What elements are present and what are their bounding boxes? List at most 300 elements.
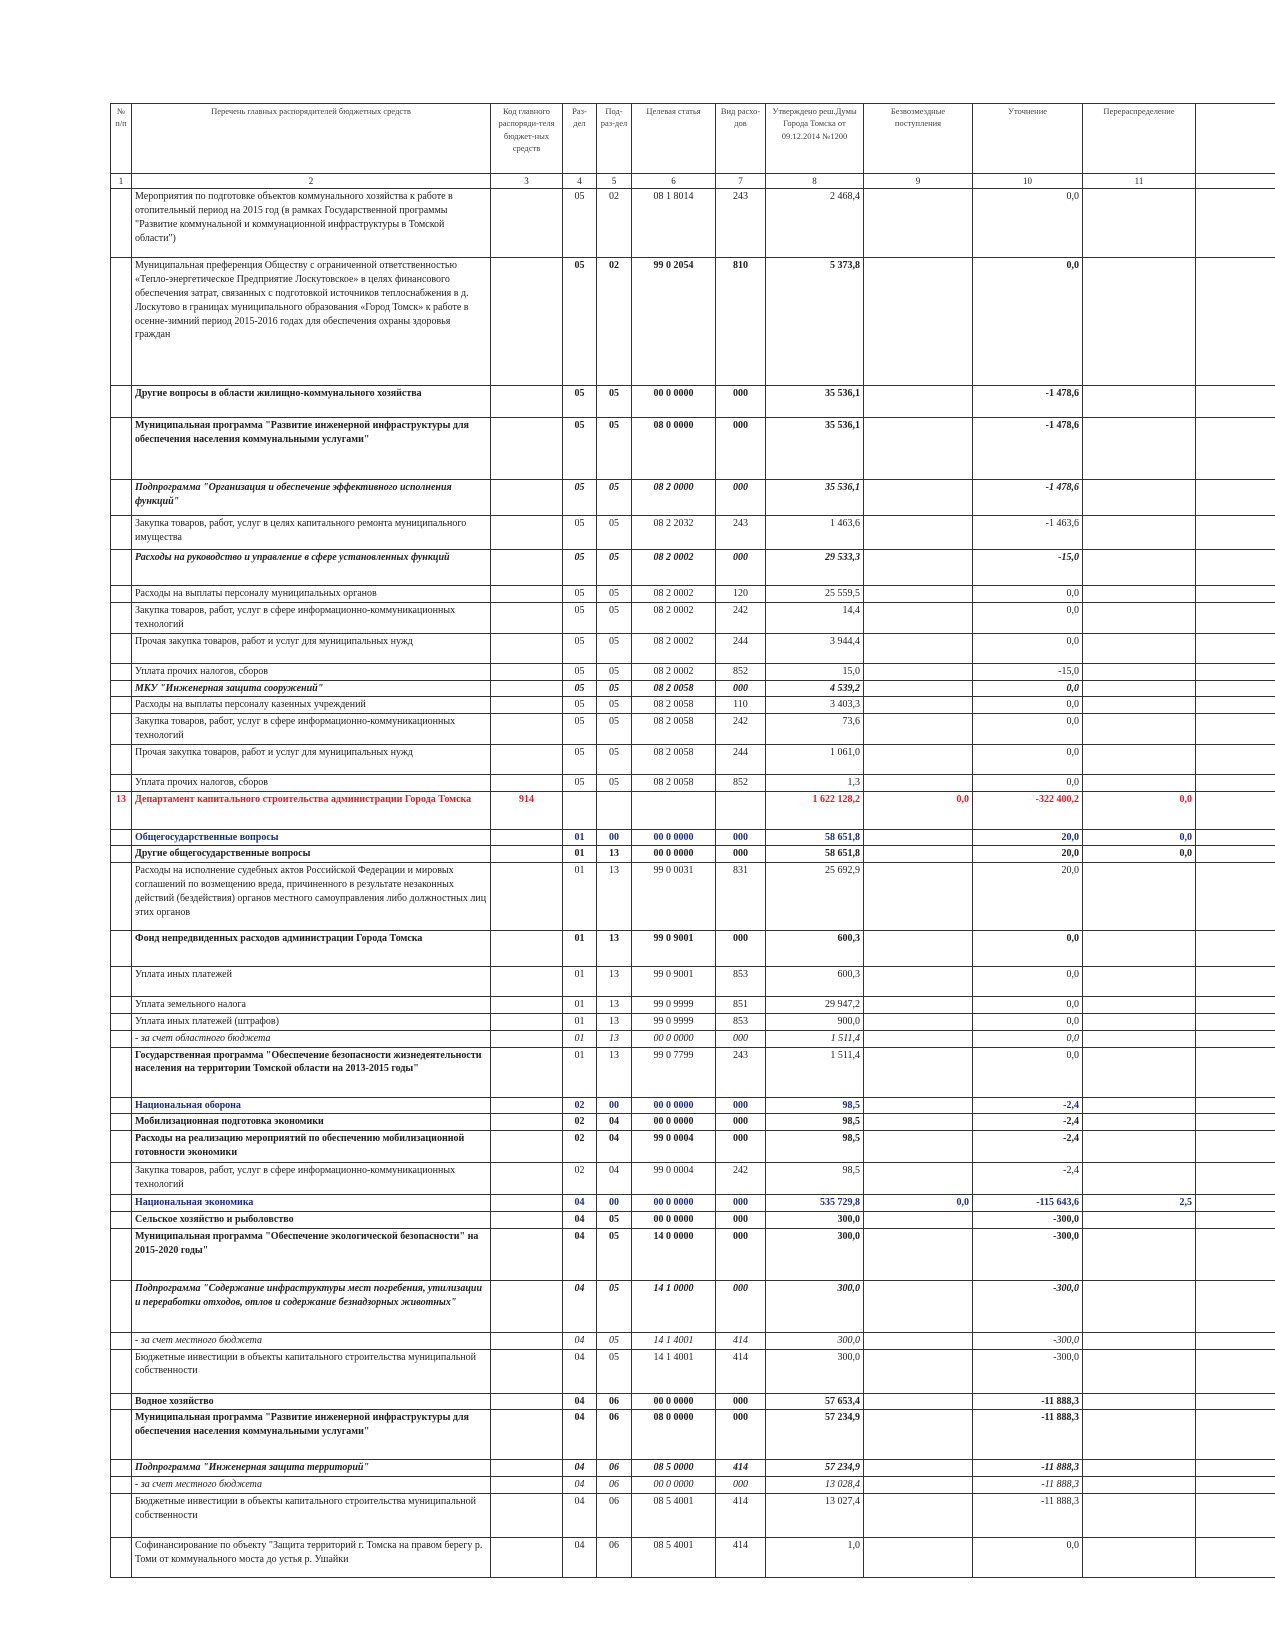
row-podrazdel: 02: [597, 258, 632, 386]
row-name: - за счет областного бюджета: [132, 1030, 491, 1047]
row-name: Закупка товаров, работ, услуг в сфере информационно-коммуникационных технологий: [132, 603, 491, 634]
row-approved: 35 536,1: [766, 386, 864, 418]
row-manager-code: [491, 586, 563, 603]
row-redistribution: [1083, 714, 1196, 745]
row-number: [111, 418, 132, 480]
row-name: Уплата иных платежей (штрафов): [132, 1013, 491, 1030]
row-approved: 98,5: [766, 1114, 864, 1131]
row-target-article: 99 0 9001: [632, 931, 716, 967]
row-manager-code: [491, 1030, 563, 1047]
row-redistribution: [1083, 1537, 1196, 1577]
row-redistribution: [1083, 1228, 1196, 1280]
row-podrazdel: 05: [597, 663, 632, 680]
row-target-article: 08 1 8014: [632, 189, 716, 258]
row-redistribution: [1083, 1163, 1196, 1195]
table-row: [111, 967, 1275, 997]
row-manager-code: [491, 1228, 563, 1280]
row-clarification: -300,0: [973, 1228, 1083, 1280]
col-header-no: № п/п: [111, 104, 132, 174]
row-podrazdel: 00: [597, 1097, 632, 1114]
row-redistribution: 2,5: [1083, 1195, 1196, 1212]
row-manager-code: [491, 697, 563, 714]
row-number: [111, 1163, 132, 1195]
row-razdel: 05: [563, 603, 597, 634]
row-razdel: 05: [563, 586, 597, 603]
col-number: 10: [973, 174, 1083, 189]
row-expense-type: 000: [716, 550, 766, 586]
row-target-article: 08 0 0000: [632, 1410, 716, 1460]
row-razdel: 01: [563, 1030, 597, 1047]
row-clarification: -11 888,3: [973, 1493, 1083, 1537]
row-target-article: 08 0 0000: [632, 418, 716, 480]
row-grants: [864, 1047, 973, 1097]
row-clarification: 0,0: [973, 1030, 1083, 1047]
row-redistribution: [1083, 697, 1196, 714]
row-number: [111, 680, 132, 697]
row-expense-type: 000: [716, 680, 766, 697]
row-target-article: 14 0 0000: [632, 1228, 716, 1280]
row-clarification: 0,0: [973, 744, 1083, 774]
row-clarification: -300,0: [973, 1211, 1083, 1228]
row-extra: [1196, 1280, 1275, 1332]
col-number: 9: [864, 174, 973, 189]
row-number: [111, 1131, 132, 1163]
row-redistribution: [1083, 967, 1196, 997]
row-clarification: -11 888,3: [973, 1410, 1083, 1460]
row-expense-type: 852: [716, 774, 766, 791]
row-clarification: 0,0: [973, 1047, 1083, 1097]
row-name: Подпрограмма "Содержание инфраструктуры мест погребения, утилизации и переработки отходов, отлов и содержание безнадзорных животных": [132, 1280, 491, 1332]
row-approved: 35 536,1: [766, 418, 864, 480]
row-extra: [1196, 1349, 1275, 1393]
row-extra: [1196, 997, 1275, 1014]
row-grants: [864, 846, 973, 863]
col-number: 7: [716, 174, 766, 189]
row-target-article: 99 0 9001: [632, 967, 716, 997]
row-manager-code: [491, 480, 563, 516]
row-redistribution: [1083, 258, 1196, 386]
row-razdel: 01: [563, 846, 597, 863]
row-podrazdel: 13: [597, 967, 632, 997]
row-approved: 3 403,3: [766, 697, 864, 714]
row-approved: 57 653,4: [766, 1393, 864, 1410]
row-redistribution: 0,0: [1083, 846, 1196, 863]
table-row: [111, 386, 1275, 418]
row-clarification: -1 463,6: [973, 516, 1083, 550]
row-redistribution: [1083, 1460, 1196, 1477]
row-podrazdel: 06: [597, 1410, 632, 1460]
row-razdel: 01: [563, 1013, 597, 1030]
row-grants: [864, 516, 973, 550]
row-approved: 300,0: [766, 1280, 864, 1332]
row-target-article: 00 0 0000: [632, 386, 716, 418]
row-name: Софинансирование по объекту "Защита территорий г. Томска на правом берегу р. Томи от коммунального моста до устья р. Ушайки: [132, 1537, 491, 1577]
row-extra: [1196, 1493, 1275, 1537]
row-manager-code: [491, 516, 563, 550]
row-number: [111, 1493, 132, 1537]
row-redistribution: [1083, 480, 1196, 516]
row-approved: 98,5: [766, 1163, 864, 1195]
row-approved: 25 559,5: [766, 586, 864, 603]
row-razdel: 05: [563, 744, 597, 774]
row-approved: 73,6: [766, 714, 864, 745]
row-grants: [864, 550, 973, 586]
row-podrazdel: 05: [597, 550, 632, 586]
row-redistribution: [1083, 550, 1196, 586]
row-expense-type: 000: [716, 931, 766, 967]
row-name: Муниципальная программа "Развитие инженерной инфраструктуры для обеспечения населения коммунальными услугами": [132, 1410, 491, 1460]
row-redistribution: [1083, 1393, 1196, 1410]
row-name: Уплата земельного налога: [132, 997, 491, 1014]
row-manager-code: [491, 1163, 563, 1195]
row-extra: [1196, 1047, 1275, 1097]
row-number: [111, 663, 132, 680]
row-grants: [864, 1163, 973, 1195]
row-extra: [1196, 1163, 1275, 1195]
row-target-article: 08 2 0058: [632, 744, 716, 774]
row-expense-type: 242: [716, 1163, 766, 1195]
row-grants: [864, 967, 973, 997]
row-extra: [1196, 258, 1275, 386]
row-razdel: 05: [563, 633, 597, 663]
row-name: Мобилизационная подготовка экономики: [132, 1114, 491, 1131]
row-grants: [864, 714, 973, 745]
row-grants: [864, 1131, 973, 1163]
col-header-podrazdel: Под-раз-дел: [597, 104, 632, 174]
row-razdel: 04: [563, 1537, 597, 1577]
row-clarification: 0,0: [973, 680, 1083, 697]
table-row: [111, 418, 1275, 480]
row-approved: 58 651,8: [766, 829, 864, 846]
row-podrazdel: 06: [597, 1460, 632, 1477]
row-razdel: 01: [563, 931, 597, 967]
row-redistribution: [1083, 1114, 1196, 1131]
row-redistribution: [1083, 1013, 1196, 1030]
table-header: [111, 104, 1275, 189]
row-extra: [1196, 714, 1275, 745]
row-name: Сельское хозяйство и рыболовство: [132, 1211, 491, 1228]
row-grants: [864, 258, 973, 386]
row-razdel: 05: [563, 680, 597, 697]
row-grants: [864, 1211, 973, 1228]
row-number: [111, 863, 132, 931]
row-number: [111, 967, 132, 997]
row-grants: [864, 863, 973, 931]
row-extra: [1196, 680, 1275, 697]
row-name: Закупка товаров, работ, услуг в целях капитального ремонта муниципального имущества: [132, 516, 491, 550]
row-expense-type: 000: [716, 1030, 766, 1047]
row-redistribution: [1083, 1280, 1196, 1332]
row-podrazdel: 13: [597, 997, 632, 1014]
row-grants: [864, 1493, 973, 1537]
table-row: [111, 480, 1275, 516]
row-clarification: 0,0: [973, 1537, 1083, 1577]
row-redistribution: [1083, 1493, 1196, 1537]
row-number: [111, 744, 132, 774]
table-row: [111, 1097, 1275, 1114]
row-number: [111, 603, 132, 634]
row-name: Уплата иных платежей: [132, 967, 491, 997]
col-header-grants: Безвозмездные поступления: [864, 104, 973, 174]
row-redistribution: [1083, 1349, 1196, 1393]
row-redistribution: [1083, 863, 1196, 931]
table-row: [111, 1332, 1275, 1349]
row-razdel: 04: [563, 1228, 597, 1280]
row-approved: 57 234,9: [766, 1410, 864, 1460]
row-approved: 600,3: [766, 967, 864, 997]
row-redistribution: [1083, 1047, 1196, 1097]
row-name: Расходы на исполнение судебных актов Российской Федерации и мировых соглашений по возмещению вреда, причиненного в результате незаконных действий (бездействия) органов местного самоуправления либо должностных лиц этих органов: [132, 863, 491, 931]
row-redistribution: 0,0: [1083, 791, 1196, 829]
row-extra: [1196, 418, 1275, 480]
row-manager-code: [491, 744, 563, 774]
row-clarification: -1 478,6: [973, 418, 1083, 480]
row-name: МКУ "Инженерная защита сооружений": [132, 680, 491, 697]
row-razdel: 01: [563, 997, 597, 1014]
row-manager-code: [491, 680, 563, 697]
row-clarification: -2,4: [973, 1114, 1083, 1131]
row-approved: 300,0: [766, 1228, 864, 1280]
row-name: Подпрограмма "Инженерная защита территорий": [132, 1460, 491, 1477]
row-manager-code: [491, 1332, 563, 1349]
row-target-article: 00 0 0000: [632, 1393, 716, 1410]
row-name: Закупка товаров, работ, услуг в сфере информационно-коммуникационных технологий: [132, 714, 491, 745]
row-number: [111, 258, 132, 386]
row-manager-code: [491, 774, 563, 791]
row-clarification: 0,0: [973, 586, 1083, 603]
row-approved: 300,0: [766, 1349, 864, 1393]
row-expense-type: 000: [716, 1131, 766, 1163]
row-extra: [1196, 586, 1275, 603]
row-razdel: 05: [563, 189, 597, 258]
row-podrazdel: 13: [597, 1013, 632, 1030]
row-name: Подпрограмма "Организация и обеспечение эффективного исполнения функций": [132, 480, 491, 516]
col-header-expense-type: Вид расхо-дов: [716, 104, 766, 174]
row-razdel: 04: [563, 1332, 597, 1349]
row-clarification: -2,4: [973, 1097, 1083, 1114]
col-header-extra: [1196, 104, 1275, 174]
row-approved: 57 234,9: [766, 1460, 864, 1477]
row-grants: [864, 1460, 973, 1477]
row-number: [111, 1393, 132, 1410]
row-razdel: 04: [563, 1195, 597, 1212]
col-number: 4: [563, 174, 597, 189]
table-row: [111, 1131, 1275, 1163]
row-expense-type: 000: [716, 1228, 766, 1280]
row-razdel: 02: [563, 1097, 597, 1114]
table-row: [111, 829, 1275, 846]
row-approved: 535 729,8: [766, 1195, 864, 1212]
row-name: Бюджетные инвестиции в объекты капитального строительства муниципальной собственности: [132, 1493, 491, 1537]
row-approved: 29 533,3: [766, 550, 864, 586]
row-target-article: 00 0 0000: [632, 1097, 716, 1114]
row-name: Департамент капитального строительства администрации Города Томска: [132, 791, 491, 829]
row-podrazdel: 13: [597, 846, 632, 863]
row-extra: [1196, 791, 1275, 829]
col-header-approved: Утверждено реш.Думы Города Томска от 09.12.2014 №1200: [766, 104, 864, 174]
row-clarification: -322 400,2: [973, 791, 1083, 829]
row-target-article: 00 0 0000: [632, 829, 716, 846]
col-header-razdel: Раз-дел: [563, 104, 597, 174]
row-redistribution: [1083, 774, 1196, 791]
row-razdel: 05: [563, 714, 597, 745]
row-target-article: 00 0 0000: [632, 1030, 716, 1047]
row-manager-code: [491, 633, 563, 663]
row-redistribution: [1083, 189, 1196, 258]
row-approved: 5 373,8: [766, 258, 864, 386]
row-manager-code: [491, 1349, 563, 1393]
row-clarification: -115 643,6: [973, 1195, 1083, 1212]
row-manager-code: [491, 189, 563, 258]
row-number: [111, 1349, 132, 1393]
row-target-article: 08 5 0000: [632, 1460, 716, 1477]
row-expense-type: 414: [716, 1460, 766, 1477]
row-clarification: -2,4: [973, 1131, 1083, 1163]
row-expense-type: 000: [716, 418, 766, 480]
row-grants: [864, 189, 973, 258]
row-extra: [1196, 1131, 1275, 1163]
row-approved: 1 511,4: [766, 1030, 864, 1047]
row-approved: 58 651,8: [766, 846, 864, 863]
col-number: 5: [597, 174, 632, 189]
table-row: [111, 863, 1275, 931]
row-grants: [864, 418, 973, 480]
row-number: [111, 1228, 132, 1280]
row-manager-code: [491, 1410, 563, 1460]
row-approved: 300,0: [766, 1211, 864, 1228]
row-manager-code: [491, 550, 563, 586]
row-redistribution: [1083, 386, 1196, 418]
table-row: [111, 633, 1275, 663]
row-target-article: 08 2 0002: [632, 550, 716, 586]
row-redistribution: [1083, 1410, 1196, 1460]
col-header-redistribution: Перераспределение: [1083, 104, 1196, 174]
row-number: [111, 1410, 132, 1460]
row-clarification: 20,0: [973, 846, 1083, 863]
row-extra: [1196, 1114, 1275, 1131]
col-header-name: Перечень главных распорядителей бюджетных средств: [132, 104, 491, 174]
row-clarification: 0,0: [973, 633, 1083, 663]
col-header-target-article: Целевая статья: [632, 104, 716, 174]
row-number: [111, 550, 132, 586]
col-number: 8: [766, 174, 864, 189]
table-row: [111, 1477, 1275, 1494]
row-name: Другие общегосударственные вопросы: [132, 846, 491, 863]
table-row: [111, 774, 1275, 791]
row-target-article: 08 2 0000: [632, 480, 716, 516]
row-expense-type: 120: [716, 586, 766, 603]
row-manager-code: [491, 1097, 563, 1114]
row-expense-type: 000: [716, 1211, 766, 1228]
col-number: 3: [491, 174, 563, 189]
row-name: - за счет местного бюджета: [132, 1477, 491, 1494]
row-target-article: 00 0 0000: [632, 1114, 716, 1131]
row-redistribution: [1083, 633, 1196, 663]
col-number: 11: [1083, 174, 1196, 189]
row-number: [111, 829, 132, 846]
row-extra: [1196, 1410, 1275, 1460]
row-grants: [864, 633, 973, 663]
table-body: [111, 189, 1275, 1578]
row-extra: [1196, 1013, 1275, 1030]
row-grants: [864, 586, 973, 603]
table-row: [111, 258, 1275, 386]
table-row: [111, 1195, 1275, 1212]
table-row: [111, 189, 1275, 258]
row-number: [111, 1211, 132, 1228]
row-expense-type: 110: [716, 697, 766, 714]
row-name: Муниципальная преференция Обществу с ограниченной ответственностью «Тепло-энергетическое Предприятие Лоскутовское» в целях финансового обеспечения затрат, связанных с подготовкой источников теплоснабжения в д. Лоскутово в границах муниципального образования «Город Томск» к работе в осенне-зимний период 2015-2016 годах для обеспечения охраны здоровья граждан: [132, 258, 491, 386]
row-expense-type: 810: [716, 258, 766, 386]
row-podrazdel: 05: [597, 714, 632, 745]
row-razdel: 05: [563, 258, 597, 386]
row-grants: [864, 603, 973, 634]
row-clarification: -11 888,3: [973, 1460, 1083, 1477]
row-number: [111, 997, 132, 1014]
row-manager-code: [491, 1393, 563, 1410]
table-row: [111, 1537, 1275, 1577]
row-approved: 1,0: [766, 1537, 864, 1577]
row-grants: [864, 386, 973, 418]
row-podrazdel: 06: [597, 1477, 632, 1494]
table-row: [111, 603, 1275, 634]
row-name: Фонд непредвиденных расходов администрации Города Томска: [132, 931, 491, 967]
row-approved: 1 511,4: [766, 1047, 864, 1097]
row-clarification: 20,0: [973, 863, 1083, 931]
row-approved: 14,4: [766, 603, 864, 634]
row-target-article: 08 2 0002: [632, 603, 716, 634]
row-extra: [1196, 1332, 1275, 1349]
row-approved: 1 622 128,2: [766, 791, 864, 829]
row-clarification: 0,0: [973, 714, 1083, 745]
row-approved: 300,0: [766, 1332, 864, 1349]
row-grants: [864, 480, 973, 516]
row-number: [111, 633, 132, 663]
row-target-article: 99 0 9999: [632, 997, 716, 1014]
row-approved: 1 061,0: [766, 744, 864, 774]
row-grants: [864, 931, 973, 967]
row-grants: [864, 1097, 973, 1114]
row-extra: [1196, 1477, 1275, 1494]
row-razdel: 05: [563, 697, 597, 714]
row-grants: [864, 997, 973, 1014]
row-extra: [1196, 1228, 1275, 1280]
row-clarification: -300,0: [973, 1280, 1083, 1332]
table-row: [111, 997, 1275, 1014]
row-expense-type: 242: [716, 603, 766, 634]
row-redistribution: [1083, 744, 1196, 774]
row-grants: [864, 1228, 973, 1280]
row-clarification: -300,0: [973, 1349, 1083, 1393]
table-row: [111, 1030, 1275, 1047]
row-razdel: 05: [563, 550, 597, 586]
row-clarification: -15,0: [973, 663, 1083, 680]
row-redistribution: [1083, 1097, 1196, 1114]
row-manager-code: [491, 1114, 563, 1131]
row-podrazdel: 00: [597, 829, 632, 846]
row-manager-code: [491, 863, 563, 931]
row-name: Прочая закупка товаров, работ и услуг для муниципальных нужд: [132, 744, 491, 774]
row-razdel: 04: [563, 1410, 597, 1460]
row-manager-code: [491, 846, 563, 863]
row-razdel: 04: [563, 1460, 597, 1477]
row-grants: 0,0: [864, 791, 973, 829]
table-row: [111, 680, 1275, 697]
table-row: [111, 516, 1275, 550]
row-expense-type: 414: [716, 1493, 766, 1537]
row-razdel: 02: [563, 1131, 597, 1163]
table-row: [111, 846, 1275, 863]
